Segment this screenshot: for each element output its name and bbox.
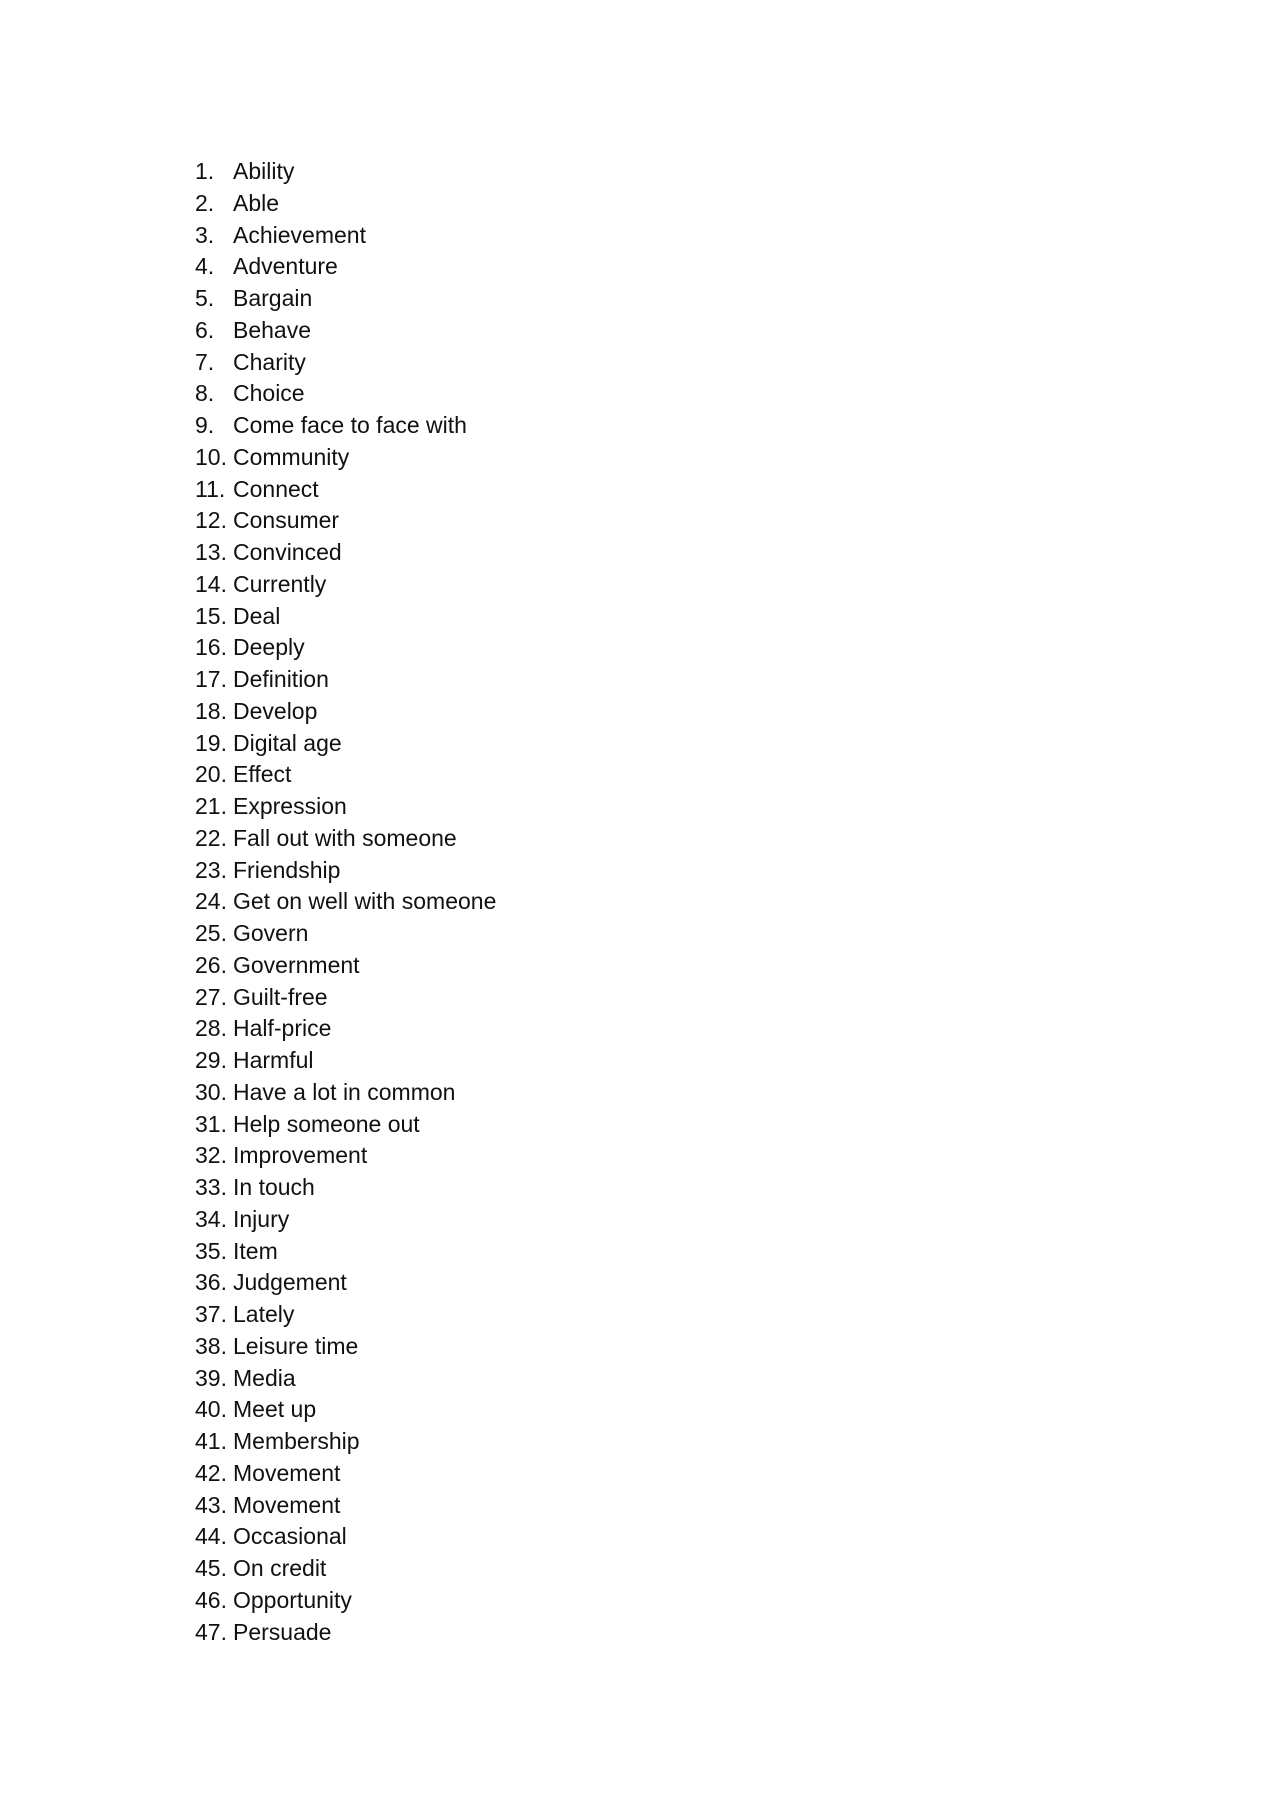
list-item xyxy=(195,1521,496,1553)
list-item-text: Come face to face with xyxy=(233,412,467,438)
list-item-number: 40. xyxy=(195,1396,227,1423)
list-item-number: 35. xyxy=(195,1237,227,1264)
list-item-text: Media xyxy=(233,1364,296,1391)
list-item-text: Improvement xyxy=(233,1142,368,1169)
list-item xyxy=(195,410,496,442)
list-item xyxy=(195,1140,496,1172)
list-item-text: Connect xyxy=(233,475,319,502)
list-item-number: 47. xyxy=(195,1618,227,1645)
list-item-number: 22. xyxy=(195,824,227,851)
list-item-number: 27. xyxy=(195,983,227,1010)
list-item-text: Deal xyxy=(233,602,281,629)
list-item-number: 41. xyxy=(195,1428,227,1454)
list-item xyxy=(195,315,496,347)
list-item-number: 1. xyxy=(195,158,215,184)
list-item-text: Half-price xyxy=(233,1015,332,1042)
list-item-number: 21. xyxy=(195,793,227,819)
list-item-number: 10. xyxy=(195,443,227,470)
list-item-number: 17. xyxy=(195,666,227,692)
list-item-number: 38. xyxy=(195,1332,227,1359)
list-item xyxy=(195,823,496,855)
list-item-text: Definition xyxy=(233,666,329,692)
list-item-text: Develop xyxy=(233,697,318,724)
list-item-number: 32. xyxy=(195,1142,227,1169)
list-item xyxy=(195,1267,496,1299)
list-item-number: 6. xyxy=(195,316,215,343)
list-item xyxy=(195,537,496,569)
list-item-text: Ability xyxy=(233,158,295,184)
list-item-text: Help someone out xyxy=(233,1110,420,1137)
list-item-number: 39. xyxy=(195,1364,227,1391)
list-item xyxy=(195,1013,496,1045)
list-item-number: 24. xyxy=(195,888,227,915)
list-item-number: 20. xyxy=(195,761,227,788)
list-item-number: 3. xyxy=(195,221,215,248)
list-item-number: 36. xyxy=(195,1269,227,1296)
list-item-text: Bargain xyxy=(233,285,313,311)
list-item xyxy=(195,1236,496,1268)
list-item xyxy=(195,569,496,601)
list-item-text: Opportunity xyxy=(233,1586,352,1613)
list-item-text: Occasional xyxy=(233,1523,347,1550)
list-item-number: 12. xyxy=(195,507,227,534)
list-item-text: Deeply xyxy=(233,634,305,661)
list-item xyxy=(195,982,496,1014)
list-item xyxy=(195,918,496,950)
list-item xyxy=(195,601,496,633)
list-item-number: 18. xyxy=(195,697,227,724)
list-item xyxy=(195,728,496,760)
list-item xyxy=(195,1585,496,1617)
list-item-text: Community xyxy=(233,443,350,470)
list-item-text: Membership xyxy=(233,1428,360,1454)
list-item-number: 16. xyxy=(195,634,227,661)
list-item xyxy=(195,1299,496,1331)
list-item-text: Government xyxy=(233,951,360,978)
list-item xyxy=(195,1363,496,1395)
list-item xyxy=(195,886,496,918)
list-item xyxy=(195,1394,496,1426)
list-item-text: Injury xyxy=(233,1205,290,1232)
list-item xyxy=(195,283,496,315)
list-item xyxy=(195,1109,496,1141)
list-item-text: Harmful xyxy=(233,1047,314,1073)
list-item-number: 37. xyxy=(195,1301,227,1327)
list-item-number: 28. xyxy=(195,1015,227,1042)
list-item xyxy=(195,1045,496,1077)
list-item xyxy=(195,632,496,664)
list-item-number: 5. xyxy=(195,285,215,311)
list-item xyxy=(195,505,496,537)
list-item-number: 44. xyxy=(195,1523,227,1550)
list-item-number: 8. xyxy=(195,380,215,407)
list-item-text: Effect xyxy=(233,761,292,788)
list-item xyxy=(195,1458,496,1490)
list-item-text: In touch xyxy=(233,1174,315,1200)
list-item-text: Adventure xyxy=(233,253,338,280)
list-item-text: Meet up xyxy=(233,1396,317,1423)
list-item xyxy=(195,1617,496,1649)
list-item-text: Fall out with someone xyxy=(233,824,457,851)
vocabulary-list xyxy=(195,156,496,1648)
list-item-number: 7. xyxy=(195,348,215,375)
list-item xyxy=(195,1172,496,1204)
list-item-number: 4. xyxy=(195,253,215,280)
list-item xyxy=(195,1331,496,1363)
list-item xyxy=(195,950,496,982)
list-item-number: 19. xyxy=(195,729,227,756)
list-item-text: Achievement xyxy=(233,221,366,248)
list-item-text: Movement xyxy=(233,1491,341,1518)
list-item-text: Item xyxy=(233,1237,278,1264)
list-item-number: 45. xyxy=(195,1555,227,1581)
list-item-text: Lately xyxy=(233,1301,295,1327)
list-item-text: Digital age xyxy=(233,729,342,756)
list-item-text: Charity xyxy=(233,348,306,375)
list-item-number: 25. xyxy=(195,920,227,946)
list-item-text: Friendship xyxy=(233,856,341,883)
list-item xyxy=(195,696,496,728)
list-item-number: 26. xyxy=(195,951,227,978)
list-item-number: 9. xyxy=(195,412,215,438)
list-item-text: Behave xyxy=(233,316,312,343)
list-item-number: 23. xyxy=(195,856,227,883)
list-item xyxy=(195,220,496,252)
list-item xyxy=(195,442,496,474)
list-item-text: Get on well with someone xyxy=(233,888,497,915)
list-item-text: Consumer xyxy=(233,507,340,534)
list-item-text: Leisure time xyxy=(233,1332,359,1359)
list-item-number: 31. xyxy=(195,1110,227,1137)
list-item-number: 42. xyxy=(195,1459,227,1486)
list-item-text: Govern xyxy=(233,920,309,946)
list-item-number: 14. xyxy=(195,570,227,597)
list-item-text: Judgement xyxy=(233,1269,347,1296)
list-item-text: Have a lot in common xyxy=(233,1078,456,1105)
list-item xyxy=(195,188,496,220)
list-item-number: 30. xyxy=(195,1078,227,1105)
list-item-number: 29. xyxy=(195,1047,227,1073)
list-item-number: 11. xyxy=(195,475,226,502)
list-item xyxy=(195,1553,496,1585)
list-item-number: 2. xyxy=(195,189,215,216)
list-item xyxy=(195,347,496,379)
list-item xyxy=(195,156,496,188)
list-item-number: 34. xyxy=(195,1205,227,1232)
list-item-number: 15. xyxy=(195,602,227,629)
list-item-text: Movement xyxy=(233,1459,341,1486)
list-item-number: 13. xyxy=(195,539,227,565)
list-item-text: Able xyxy=(233,189,280,216)
list-item xyxy=(195,1490,496,1522)
list-item xyxy=(195,378,496,410)
list-item-text: Currently xyxy=(233,570,327,597)
list-item xyxy=(195,759,496,791)
list-item-text: Convinced xyxy=(233,539,342,565)
list-item xyxy=(195,664,496,696)
list-item xyxy=(195,1077,496,1109)
list-item-text: Expression xyxy=(233,793,347,819)
list-item-text: Guilt-free xyxy=(233,983,328,1010)
list-item-text: Choice xyxy=(233,380,305,407)
list-item xyxy=(195,791,496,823)
list-item xyxy=(195,474,496,506)
list-item-text: Persuade xyxy=(233,1618,332,1645)
list-item-number: 43. xyxy=(195,1491,227,1518)
list-item-number: 33. xyxy=(195,1174,227,1200)
list-item-text: On credit xyxy=(233,1555,327,1581)
list-item xyxy=(195,1426,496,1458)
list-item xyxy=(195,251,496,283)
list-item xyxy=(195,1204,496,1236)
list-item xyxy=(195,855,496,887)
list-item-number: 46. xyxy=(195,1586,227,1613)
